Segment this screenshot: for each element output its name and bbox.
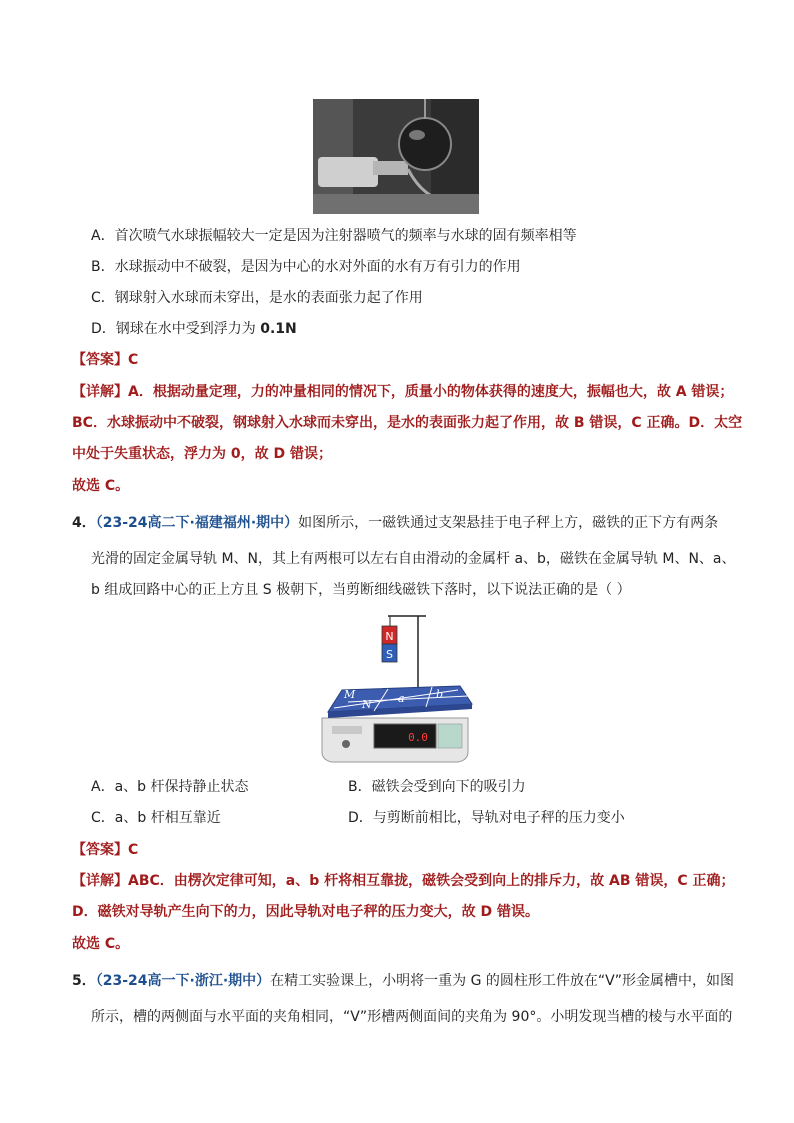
- q3-option-a: A．首次喷气水球振幅较大一定是因为注射器喷气的频率与水球的固有频率相等: [91, 228, 577, 244]
- q4-option-b: B．磁铁会受到向下的吸引力: [348, 779, 526, 795]
- q3-detail-line-2: BC．水球振动中不破裂，钢球射入水球而未穿出，是水的表面张力起了作用，故 B 错误，C 正确。D．太空: [72, 415, 743, 431]
- water-ball-photo: [313, 99, 479, 214]
- q5-stem-line-2: 所示，槽的两侧面与水平面的夹角相同，“V”形槽两侧面间的夹角为 90°。小明发现当槽的棱与水平面的: [91, 1009, 733, 1025]
- magnet-n-label: N: [385, 630, 394, 643]
- q4-answer-label: 【答案】: [72, 842, 128, 858]
- q4-detail-line-2: D．磁铁对导轨产生向下的力，因此导轨对电子秤的压力变大，故 D 错误。: [72, 904, 539, 920]
- q4-stem-line-1: [72, 513, 718, 533]
- q3-option-b: B．水球振动中不破裂，是因为中心的水对外面的水有万有引力的作用: [91, 259, 521, 275]
- q4-stem-line-3: b 组成回路中心的正上方且 S 极朝下，当剪断细线磁铁下落时，以下说法正确的是（ ）: [91, 582, 631, 598]
- q4-number: 4．: [72, 515, 96, 531]
- q4-stem-line-2: 光滑的固定金属导轨 M、N，其上有两根可以左右自由滑动的金属杆 a、b，磁铁在金属导轨 M、N、a、: [91, 551, 736, 567]
- q3-detail-line-1: [72, 382, 733, 402]
- q4-answer-value: C: [128, 842, 139, 858]
- q3-answer-value: C: [128, 352, 139, 368]
- q3-option-c: C．钢球射入水球而未穿出，是水的表面张力起了作用: [91, 290, 423, 306]
- rail-n-label: N: [362, 698, 372, 711]
- q3-answer-label: 【答案】: [72, 352, 128, 368]
- electronic-scale-figure: [318, 612, 476, 772]
- water-ball-photo-drawing: [313, 99, 479, 214]
- q4-detail-label: 【详解】: [72, 873, 128, 889]
- q3-detail-label: 【详解】: [72, 384, 128, 400]
- rail-m-label: M: [344, 688, 356, 701]
- q4-option-a: A．a、b 杆保持静止状态: [91, 779, 249, 795]
- q5-stem-text-1: 在精工实验课上，小明将一重为 G 的圆柱形工件放在“V”形金属槽中，如图: [270, 973, 735, 989]
- q5-source: （23-24高一下·浙江·期中）: [95, 973, 271, 989]
- q4-source: （23-24高二下·福建福州·期中）: [95, 515, 299, 531]
- q3-detail-line-3: 中处于失重状态，浮力为 0，故 D 错误；: [72, 446, 332, 462]
- q4-conclusion: 故选 C。: [72, 936, 130, 952]
- q4-stem-text-1: 如图所示，一磁铁通过支架悬挂于电子秤上方，磁铁的正下方有两条: [298, 515, 719, 531]
- q4-detail-text-1: ABC．由楞次定律可知，a、b 杆将相互靠拢，磁铁会受到向上的排斥力，故 AB 错误，C 正确；: [128, 873, 735, 889]
- magnet-s-label: S: [386, 648, 393, 661]
- q3-option-d: [91, 319, 297, 339]
- q4-detail-line-1: [72, 871, 735, 891]
- q4-answer: [72, 840, 138, 860]
- q3-answer: [72, 350, 138, 370]
- q3-option-d-text: D．钢球在水中受到浮力为: [91, 321, 261, 337]
- q3-conclusion: 故选 C。: [72, 478, 130, 494]
- rod-a-label: a: [398, 692, 405, 705]
- q5-number: 5．: [72, 973, 96, 989]
- q4-option-d: D．与剪断前相比，导轨对电子秤的压力变小: [348, 810, 625, 826]
- q3-option-d-value: 0.1N: [260, 321, 297, 337]
- q5-stem-line-1: [72, 971, 734, 991]
- rod-b-label: b: [436, 688, 444, 701]
- q4-option-c: C．a、b 杆相互靠近: [91, 810, 221, 826]
- q3-detail-text-1: A．根据动量定理，力的冲量相同的情况下，质量小的物体获得的速度大，振幅也大，故 A 错误；: [128, 384, 734, 400]
- scale-display-reading: 0.0: [408, 731, 428, 744]
